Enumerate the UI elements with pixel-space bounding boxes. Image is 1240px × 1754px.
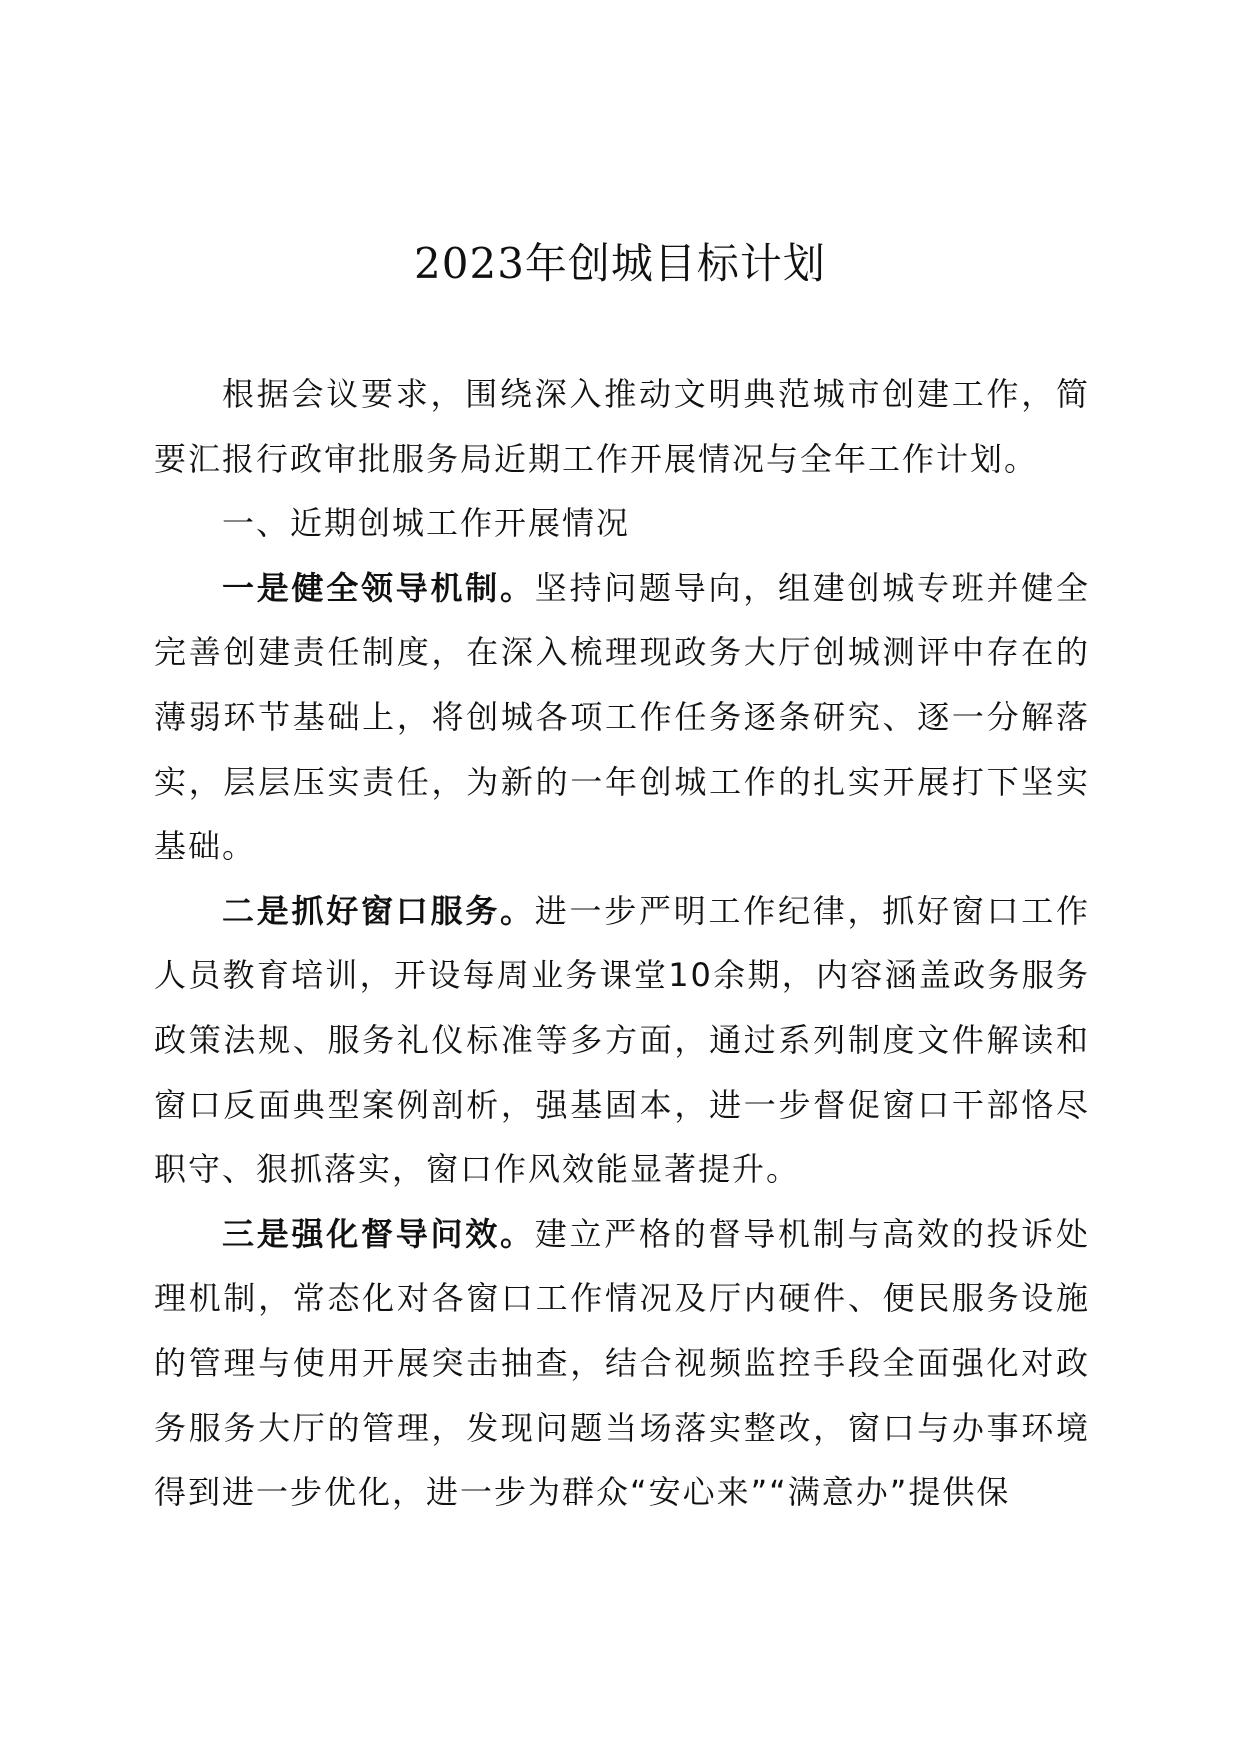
item-lead-1: 一是健全领导机制。	[222, 568, 535, 607]
item-lead-2: 二是抓好窗口服务。	[222, 891, 535, 930]
item-lead-3: 三是强化督导问效。	[222, 1214, 535, 1253]
intro-paragraph: 根据会议要求，围绕深入推动文明典范城市创建工作，简要汇报行政审批服务局近期工作开展情况与全年工作计划。	[154, 375, 1090, 478]
item-text-1: 坚持问题导向，组建创城专班并健全完善创建责任制度，在深入梳理现政务大厅创城测评中存在的薄弱环节基础上，将创城各项工作任务逐条研究、逐一分解落实，层层压实责任，为新的一年创城工作的扎实开展打下坚实基础。	[154, 568, 1090, 866]
item-paragraph-2	[154, 879, 1090, 1202]
item-text-2: 进一步严明工作纪律，抓好窗口工作人员教育培训，开设每周业务课堂10余期，内容涵盖政务服务政策法规、服务礼仪标准等多方面，通过系列制度文件解读和窗口反面典型案例剖析，强基固本，进一步督促窗口干部恪尽职守、狠抓落实，窗口作风效能显著提升。	[154, 891, 1090, 1189]
document-title: 2023年创城目标计划	[414, 239, 826, 288]
item-paragraph-1	[154, 556, 1090, 879]
document-body	[154, 362, 1090, 1525]
section-heading: 一、近期创城工作开展情况	[222, 504, 631, 543]
item-paragraph-3	[154, 1202, 1090, 1525]
item-text-3: 建立严格的督导机制与高效的投诉处理机制，常态化对各窗口工作情况及厅内硬件、便民服务设施的管理与使用开展突击抽查，结合视频监控手段全面强化对政务服务大厅的管理，发现问题当场落实整改，窗口与办事环境得到进一步优化，进一步为群众“安心来”“满意办”提供保	[154, 1214, 1090, 1512]
